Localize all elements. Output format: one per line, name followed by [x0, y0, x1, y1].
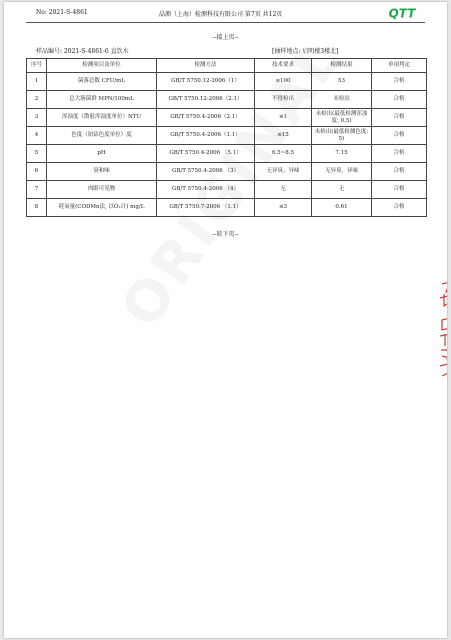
col-judgement: 单项判定: [372, 59, 427, 73]
continued-to-next: --转下页--: [212, 231, 239, 238]
header-divider: [26, 22, 425, 23]
cell-item: 肉眼可见物: [47, 181, 157, 199]
cell-no: 2: [27, 91, 47, 109]
report-page: [4, 2, 447, 638]
red-seal-stamp: [436, 280, 447, 380]
cell-item: pH: [47, 145, 157, 163]
cell-result: 无: [312, 181, 372, 199]
cell-judgement: 合格: [372, 109, 427, 127]
cell-judgement: 合格: [372, 145, 427, 163]
cell-judgement: 合格: [372, 73, 427, 91]
cell-item: 总大肠菌群 MPN/100mL: [47, 91, 157, 109]
svg-text:QTT: QTT: [388, 7, 416, 20]
cell-item: 菌落总数 CFU/mL: [47, 73, 157, 91]
cell-requirement: 不得检出: [255, 91, 312, 109]
cell-result: 53: [312, 73, 372, 91]
cell-item: 耗氧量(CODMn法, 以O₂计) mg/L: [47, 199, 157, 217]
cell-result: 未检出(最低检测色度: 5): [312, 127, 372, 145]
cell-item: 浑浊度（散射浑浊度单位）NTU: [47, 109, 157, 127]
report-number: No: 2021-S-4861: [36, 9, 88, 16]
cell-no: 4: [27, 127, 47, 145]
cell-no: 7: [27, 181, 47, 199]
col-requirement: 技术要求: [255, 59, 312, 73]
cell-no: 3: [27, 109, 47, 127]
col-no: 序号: [27, 59, 47, 73]
cell-requirement: ≤100: [255, 73, 312, 91]
col-result: 检测结果: [312, 59, 372, 73]
col-method: 检测方法: [157, 59, 255, 73]
cell-item: 臭和味: [47, 163, 157, 181]
cell-no: 5: [27, 145, 47, 163]
cell-result: 无异臭、异味: [312, 163, 372, 181]
cell-result: 0.61: [312, 199, 372, 217]
cell-requirement: 6.5~8.5: [255, 145, 312, 163]
cell-requirement: ≤1: [255, 109, 312, 127]
company-page-info: 晶测（上海）检测科技有限公司 第7页 共12页: [159, 11, 283, 18]
cell-method: GB/T 5750.4-2006 （4）: [157, 181, 255, 199]
cell-no: 1: [27, 73, 47, 91]
col-item: 检测项目及单位: [47, 59, 157, 73]
cell-method: GB/T 5750.7-2006 （1.1）: [157, 199, 255, 217]
cell-requirement: ≤15: [255, 127, 312, 145]
cell-requirement: 无异臭、异味: [255, 163, 312, 181]
cell-judgement: 合格: [372, 181, 427, 199]
cell-no: 8: [27, 199, 47, 217]
cell-result: 未检出(最低检测浑浊度: 0.5): [312, 109, 372, 127]
cell-result: 未检出: [312, 91, 372, 109]
sample-number: 样品编号: 2021-S-4861-6 直饮水: [36, 48, 129, 55]
cell-method: GB/T 5750.4-2006（2.1）: [157, 109, 255, 127]
cell-result: 7.15: [312, 145, 372, 163]
cell-no: 6: [27, 163, 47, 181]
cell-requirement: 无: [255, 181, 312, 199]
cell-method: GB/T 5750.12-2006（2.1）: [157, 91, 255, 109]
cell-method: GB/T 5750.4-2006（1.1）: [157, 127, 255, 145]
qtt-logo: [381, 7, 423, 20]
cell-item: 色度（铂钴色度单位）度: [47, 127, 157, 145]
cell-requirement: ≤3: [255, 199, 312, 217]
table-header-row: [27, 59, 427, 73]
table-row: [27, 91, 427, 109]
cell-judgement: 合格: [372, 91, 427, 109]
table-row: [27, 109, 427, 127]
cell-method: GB/T 5750.4-2006 （5.1）: [157, 145, 255, 163]
continued-from-prev: --接上页--: [212, 34, 239, 41]
table-row: [27, 73, 427, 91]
cell-judgement: 合格: [372, 163, 427, 181]
cell-method: GB/T 5750.12-2006（1）: [157, 73, 255, 91]
cell-judgement: 合格: [372, 127, 427, 145]
sampling-site: [抽样地点: 启明楼3楼北]: [272, 48, 339, 55]
page-header: [4, 2, 447, 24]
cell-method: GB/T 5750.4-2006 （3）: [157, 163, 255, 181]
cell-judgement: 合格: [372, 199, 427, 217]
